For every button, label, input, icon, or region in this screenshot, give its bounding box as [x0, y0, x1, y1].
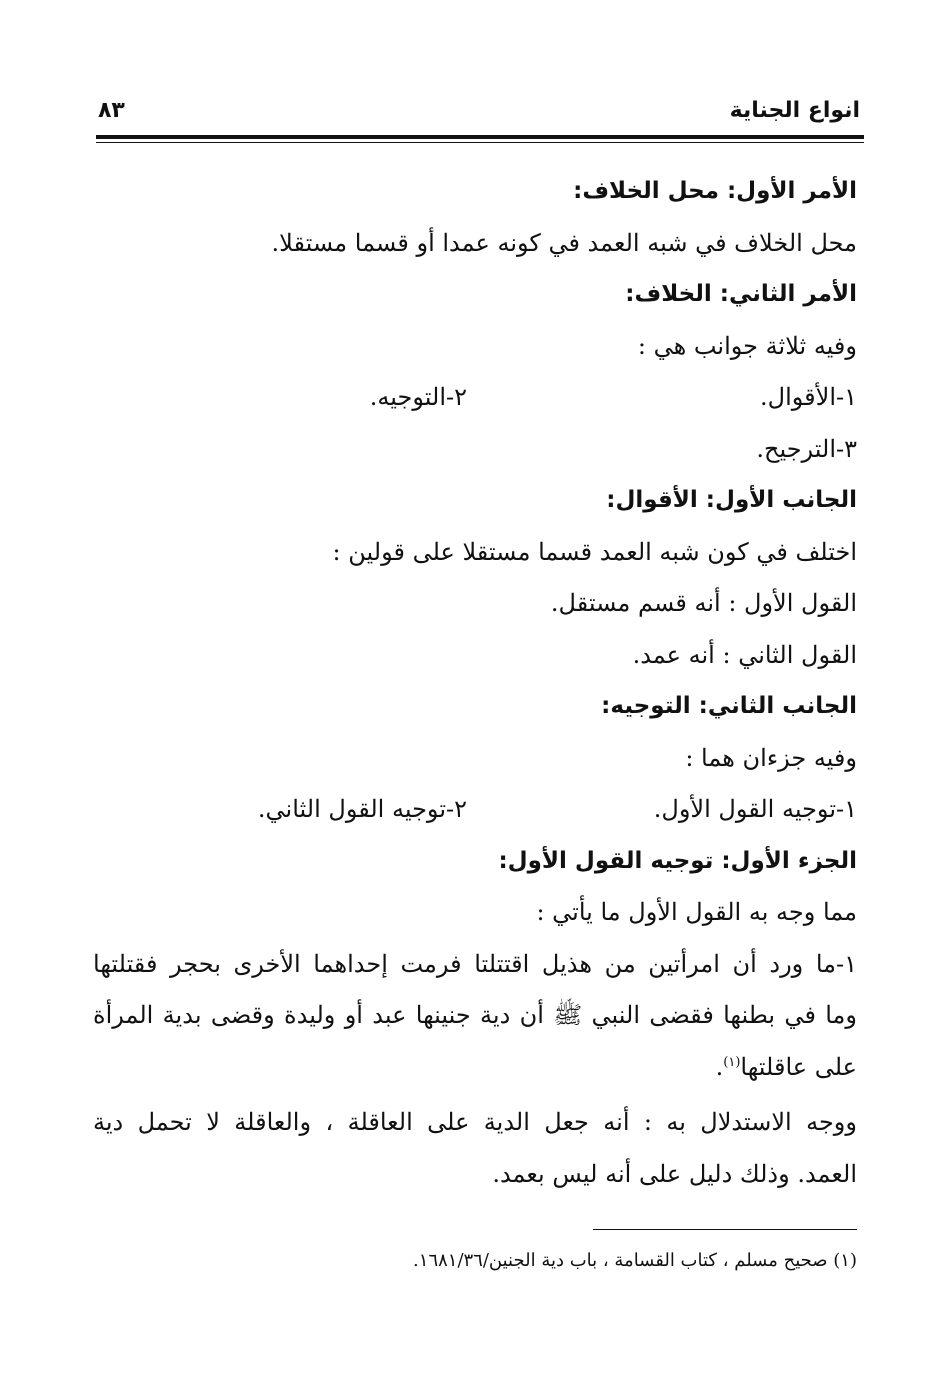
section-heading: الجزء الأول: توجيه القول الأول: [498, 847, 857, 874]
running-title: انواع الجناية [729, 98, 860, 123]
header-rule-thin [96, 142, 864, 143]
opinion-line: القول الثاني : أنه عمد. [632, 640, 857, 669]
section-heading: الأمر الأول: محل الخلاف: [573, 178, 857, 204]
list-row [93, 784, 857, 836]
paragraph-line: العمد. وذلك دليل على أنه ليس بعمد. [492, 1159, 857, 1188]
footnote-reference[interactable]: (١) [723, 1054, 741, 1070]
section-heading: الأمر الثاني: الخلاف: [625, 281, 857, 307]
paragraph-line: ووجه الاستدلال به : أنه جعل الدية على العاقلة ، والعاقلة لا تحمل دية [93, 1108, 857, 1136]
body-text [93, 166, 857, 1200]
opinion-line: القول الأول : أنه قسم مستقل. [550, 589, 857, 617]
paragraph-line [93, 1042, 857, 1094]
paragraph: وفيه جزءان هما : [685, 743, 857, 772]
list-item: ١-توجيه القول الأول. [653, 795, 857, 823]
footnote-separator [593, 1229, 857, 1230]
paragraph-text: على عاقلتها [740, 1052, 857, 1081]
header-rule-thick [96, 135, 864, 139]
list-item: ٢-التوجيه. [369, 383, 467, 411]
footnote: (١) صحيح مسلم ، كتاب القسامة ، باب دية الجنين/١٦٨١/٣٦. [413, 1250, 857, 1271]
list-item: ١-الأقوال. [760, 383, 857, 411]
section-heading: الجانب الثاني: التوجيه: [601, 693, 857, 719]
paragraph-line: وما في بطنها فقضى النبي ﷺ أن دية جنينها عبد أو وليدة وقضى بدية المرأة [93, 1001, 857, 1029]
page-number: ٨٣ [98, 98, 125, 123]
paragraph: اختلف في كون شبه العمد قسما مستقلا على قولين : [332, 537, 857, 566]
list-row [93, 372, 857, 424]
list-item: ٢-توجيه القول الثاني. [257, 795, 467, 823]
sentence-end: . [715, 1052, 724, 1081]
paragraph-line: ١-ما ورد أن امرأتين من هذيل اقتتلتا فرمت إحداهما الأخرى بحجر فقتلتها [93, 949, 857, 978]
section-heading: الجانب الأول: الأقوال: [606, 487, 857, 513]
paragraph: محل الخلاف في شبه العمد في كونه عمدا أو قسما مستقلا. [271, 228, 857, 257]
page-header [96, 98, 860, 132]
paragraph: وفيه ثلاثة جوانب هي : [637, 331, 857, 360]
paragraph: مما وجه به القول الأول ما يأتي : [536, 898, 857, 926]
list-item: ٣-الترجيح. [756, 434, 857, 463]
